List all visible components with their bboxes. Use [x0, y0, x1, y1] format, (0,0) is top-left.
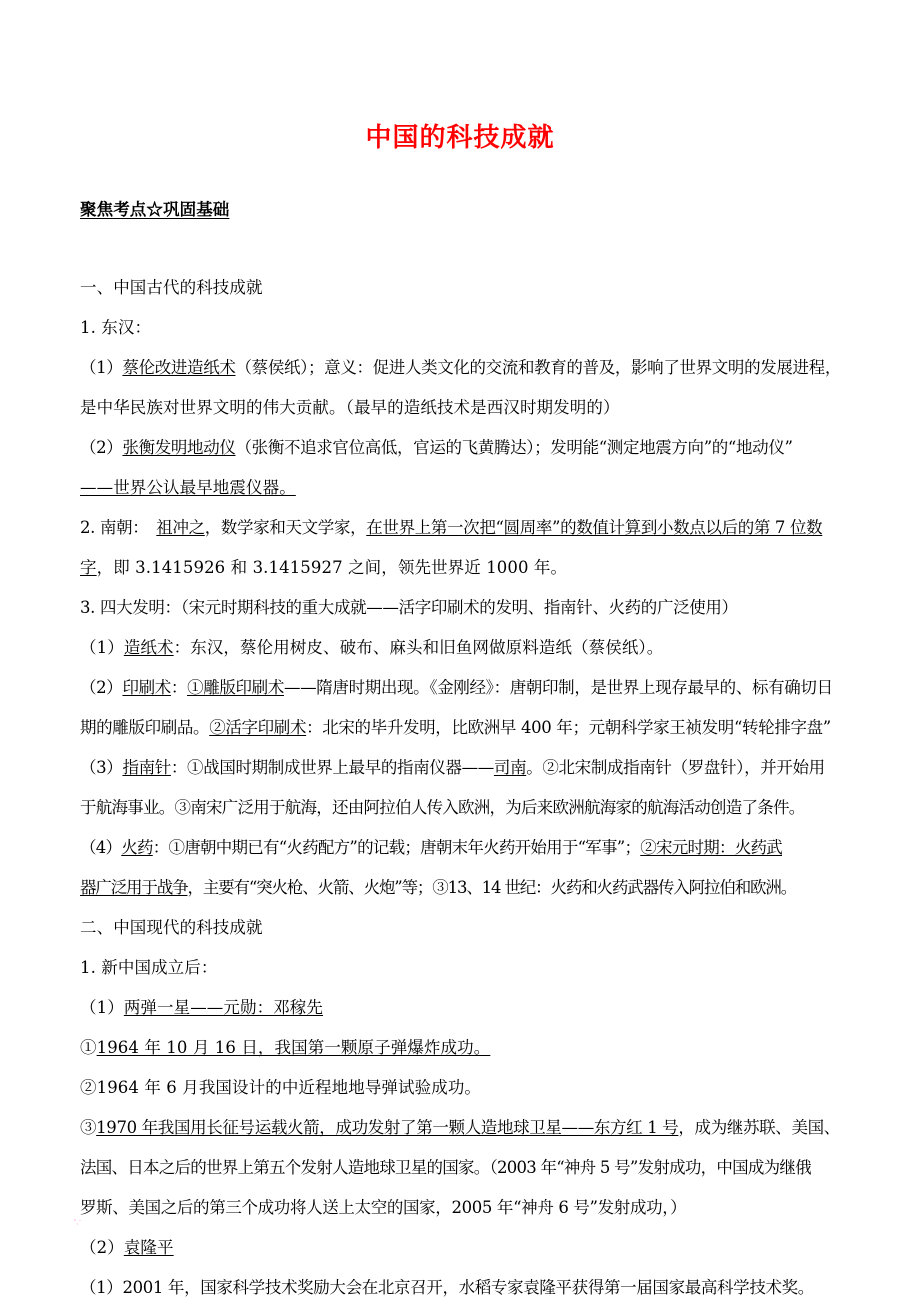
- document-body: [80, 190, 840, 1308]
- line-text-underlined: 指南针: [122, 758, 171, 777]
- text-line-24: [80, 1188, 840, 1228]
- line-text-underlined: 印刷术: [122, 678, 171, 697]
- line-text-underlined: ①雕版印刷术: [187, 678, 284, 697]
- text-line-16: [80, 868, 840, 908]
- line-text: ③: [80, 1118, 97, 1137]
- text-line-17: [80, 908, 840, 948]
- text-line-11: [80, 668, 840, 708]
- text-line-18: [80, 948, 840, 988]
- text-line-07: [80, 508, 840, 548]
- text-line-03: [80, 348, 840, 388]
- line-text: 。②北宋制成指南针（罗盘针），并开始用: [526, 758, 825, 777]
- line-text: 1. 新中国成立后：: [80, 958, 218, 977]
- text-line-14: [80, 788, 840, 828]
- text-line-02: [80, 308, 840, 348]
- section-heading-line: [80, 190, 840, 230]
- line-text-underlined: 司南: [493, 758, 527, 777]
- line-text: ：东汉，蔡伦用树皮、破布、麻头和旧鱼网做原料造纸（蔡侯纸）。: [173, 638, 664, 657]
- line-text: （2）: [80, 438, 123, 457]
- text-line-25: [80, 1228, 840, 1268]
- line-text-underlined: 火药: [121, 838, 153, 857]
- line-text-underlined: ②宋元时期：火药武: [640, 838, 782, 857]
- text-line-10: [80, 628, 840, 668]
- text-line-05: [80, 428, 840, 468]
- page-title: 中国的科技成就: [365, 123, 555, 153]
- text-line-20: [80, 1028, 840, 1068]
- line-text: ：①唐朝中期已有“火药配方”的记载；唐朝末年火药开始用于“军事”；: [152, 838, 641, 857]
- line-text: （2）: [80, 1238, 124, 1257]
- text-line-12: [80, 708, 840, 748]
- line-text-underlined: 造纸术: [123, 638, 174, 657]
- line-text: （1）: [80, 998, 124, 1017]
- text-line-06: [80, 468, 840, 508]
- text-line-19: [80, 988, 840, 1028]
- line-text-underlined: 器广泛用于战争: [80, 878, 188, 897]
- line-text: （1）: [80, 638, 124, 657]
- line-text-underlined: 袁隆平: [123, 1238, 174, 1257]
- line-text: （4）: [80, 838, 122, 857]
- line-text-underlined: ——世界公认最早地震仪器。: [80, 478, 296, 497]
- line-text: 是中华民族对世界文明的伟大贡献。（最早的造纸技术是西汉时期发明的）: [80, 398, 620, 417]
- line-text: 二、中国现代的科技成就: [80, 918, 263, 937]
- line-text: ，数学家和天文学家，: [204, 518, 367, 537]
- line-text: 于航海事业。③南宋广泛用于航海，还由阿拉伯人传入欧洲，为后来欧洲航海家的航海活动创造了条件。: [80, 798, 805, 817]
- line-text: （蔡侯纸）；意义：促进人类文化的交流和教育的普及，影响了世界文明的发展进程，: [235, 358, 841, 377]
- text-line-13: [80, 748, 840, 788]
- section-heading: [80, 200, 229, 219]
- line-text: 1. 东汉：: [80, 318, 152, 337]
- line-text: 期的雕版印刷品。: [80, 718, 210, 737]
- line-text: 3. 四大发明：（宋元时期科技的重大成就——活字印刷术的发明、指南针、火药的广泛使用）: [80, 598, 738, 617]
- text-line-21: [80, 1068, 840, 1108]
- line-text-underlined: 蔡伦改进造纸术: [122, 358, 236, 377]
- line-text: （2）: [80, 678, 123, 697]
- line-text: 罗斯、美国之后的第三个成功将人送上太空的国家，2005 年“神舟 6 号”发射成功，）: [80, 1198, 687, 1217]
- line-text: ：: [170, 678, 188, 697]
- text-line-09: [80, 588, 840, 628]
- line-text: （张衡不追求官位高低，官运的飞黄腾达）；发明能“测定地震方向”的“地动仪”: [235, 438, 793, 457]
- line-text-underlined: 1970 年我国用长征号运载火箭，成功发射了第一颗人造地球卫星——东方红 1 号: [96, 1118, 679, 1137]
- line-text: ①: [80, 1038, 97, 1057]
- text-line-23: [80, 1148, 840, 1188]
- text-line-26: [80, 1268, 840, 1308]
- text-line-22: [80, 1108, 840, 1148]
- line-text-underlined: 字: [80, 558, 97, 577]
- line-text: ，成为继苏联、美国、: [678, 1118, 840, 1137]
- section-heading-text: 聚焦考点☆巩固基础: [80, 200, 230, 219]
- line-text-underlined: 在世界上第一次把“圆周率”的数值计算到小数点以后的第 7 位数: [366, 518, 823, 537]
- text-line-04: [80, 388, 840, 428]
- line-text-underlined: ②活字印刷术: [209, 718, 307, 737]
- line-text: ——隋唐时期出现。《金刚经》：唐朝印制，是世界上现存最早的、标有确切日: [283, 678, 833, 697]
- line-text: ，主要有“突火枪、火箭、火炮”等；③13、14 世纪：火药和火药武器传入阿拉伯和欧洲。: [187, 878, 797, 897]
- line-text: 法国、日本之后的世界上第五个发射人造地球卫星的国家。（2003 年“神舟 5 号”发射成功，中国成为继俄: [80, 1158, 811, 1177]
- line-text: （3）: [80, 758, 123, 777]
- line-text: ：①战国时期制成世界上最早的指南仪器——: [170, 758, 494, 777]
- line-text-underlined: 祖冲之: [156, 518, 205, 537]
- text-line-08: [80, 548, 840, 588]
- line-text: （1）2001 年，国家科学技术奖励大会在北京召开，水稻专家袁隆平获得第一届国家最高科学技术奖。: [80, 1278, 814, 1297]
- line-text: ：北宋的毕升发明，比欧洲早 400 年；元朝科学家王祯发明“转轮排字盘”: [306, 718, 831, 737]
- line-text-underlined: 张衡发明地动仪: [122, 438, 236, 457]
- line-text: ②1964 年 6 月我国设计的中近程地地导弹试验成功。: [80, 1078, 482, 1097]
- line-text-underlined: 1964 年 10 月 16 日，我国第一颗原子弹爆炸成功。: [96, 1038, 491, 1057]
- scan-artifact-mark: [74, 1219, 82, 1225]
- line-text: 2. 南朝：: [80, 518, 157, 537]
- line-text: （1）: [80, 358, 123, 377]
- line-text-underlined: 两弹一星——元勋：邓稼先: [123, 998, 324, 1017]
- line-text: ，即 3.1415926 和 3.1415927 之间，领先世界近 1000 年。: [96, 558, 568, 577]
- line-text: 一、中国古代的科技成就: [80, 278, 263, 297]
- text-line-01: [80, 268, 840, 308]
- text-line-15: [80, 828, 840, 868]
